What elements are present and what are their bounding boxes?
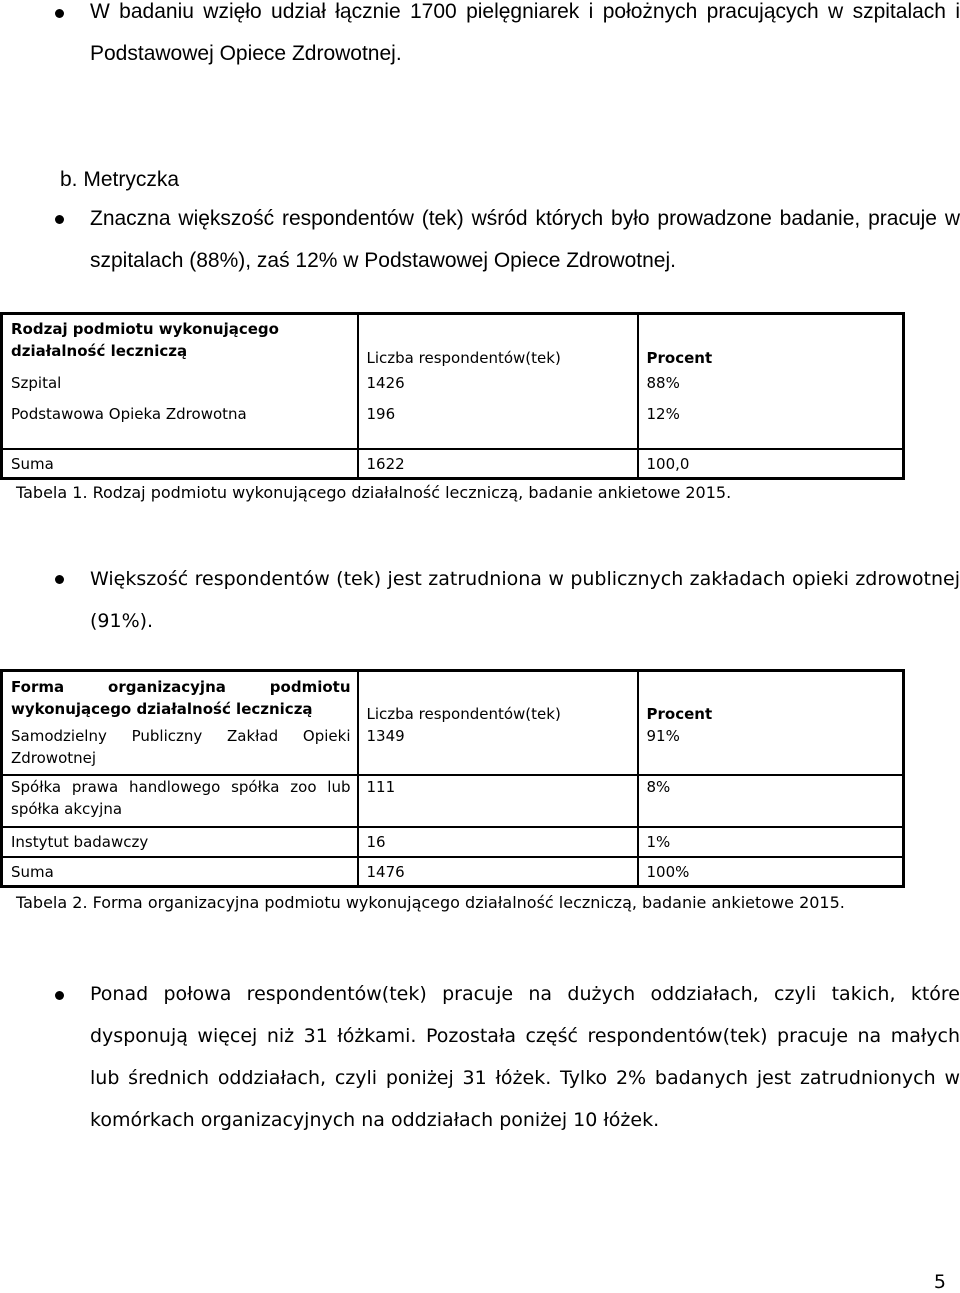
table-cell: 1%: [646, 832, 671, 851]
table-cell: Podstawowa Opieka Zdrowotna: [2, 399, 358, 449]
table-caption: Tabela 2. Forma organizacyjna podmiotu wykonującego działalność leczniczą, badanie ankietowe 2015.: [16, 893, 845, 912]
table-caption: Tabela 1. Rodzaj podmiotu wykonującego działalność leczniczą, badanie ankietowe 2015.: [16, 483, 732, 502]
section-heading: b. Metryczka: [60, 168, 180, 191]
table-rodzaj-podmiotu: [0, 312, 905, 480]
table-cell: 1622: [358, 449, 638, 479]
table-header-cell: Liczba respondentów(tek): [358, 314, 638, 369]
table-cell: 12%: [646, 404, 680, 423]
table-cell: 91%: [646, 726, 680, 745]
table-cell: 1426: [358, 369, 638, 399]
table-cell: 16: [358, 827, 638, 857]
page-number: 5: [933, 1271, 946, 1293]
metryczka-paragraph: Znaczna większość respondentów (tek) wśród których było prowadzone badanie, pracuje w szpitalach (88%), zaś 12% w Podstawowej Opiece Zdrowotnej.: [90, 207, 960, 272]
table-header-cell: Forma organizacyjna podmiotu wykonującego działalność leczniczą: [2, 671, 358, 725]
table-cell: 8%: [646, 777, 671, 796]
table-header-cell: Procent: [646, 348, 713, 367]
bullet-icon: [55, 575, 64, 584]
table-header-cell: Procent: [646, 704, 713, 723]
table-forma-organizacyjna: [0, 669, 905, 888]
table-cell: Suma: [2, 857, 358, 887]
table-cell: 100%: [646, 862, 690, 881]
intro-paragraph: W badaniu wzięło udział łącznie 1700 pielęgniarek i położnych pracujących w szpitalach i Podstawowej Opiece Zdrowotnej.: [90, 0, 960, 65]
table-cell: 196: [358, 399, 638, 449]
table-header-row: [2, 314, 904, 369]
table-cell: 1349: [358, 725, 638, 775]
table-cell: 88%: [646, 373, 680, 392]
table-row: [2, 857, 904, 887]
table-cell: Spółka prawa handlowego spółka zoo lub spółka akcyjna: [2, 775, 358, 827]
bullet-icon: [55, 215, 64, 224]
table-cell: 111: [358, 775, 638, 827]
publiczne-paragraph: Większość respondentów (tek) jest zatrudniona w publicznych zakładach opieki zdrowotnej (91%).: [90, 568, 960, 632]
table-row: [2, 399, 904, 449]
table-header-row: [2, 671, 904, 725]
table-cell: Instytut badawczy: [2, 827, 358, 857]
table-cell: Suma: [2, 449, 358, 479]
table-header-cell: Liczba respondentów(tek): [358, 671, 638, 725]
bullet-icon: [55, 991, 64, 1000]
table-cell: 100,0: [646, 454, 690, 473]
table-cell: Samodzielny Publiczny Zakład Opieki Zdrowotnej: [2, 725, 358, 775]
table-cell: 1476: [358, 857, 638, 887]
table-row: [2, 775, 904, 827]
table-cell: Szpital: [2, 369, 358, 399]
table-row: [2, 725, 904, 775]
table-row: [2, 449, 904, 479]
table-row: [2, 369, 904, 399]
bullet-icon: [55, 9, 64, 18]
table-row: [2, 827, 904, 857]
oddzialy-paragraph: Ponad połowa respondentów(tek) pracuje na dużych oddziałach, czyli takich, które dysponują więcej niż 31 łóżkami. Pozostała część respondentów(tek) pracuje na małych lub średnich oddziałach, czyli poniżej 31 łóżek. Tylko 2% badanych jest zatrudnionych w komórkach organizacyjnych na oddziałach poniżej 10 łóżek.: [90, 983, 960, 1131]
table-header-cell: Rodzaj podmiotu wykonującego działalność leczniczą: [2, 314, 358, 369]
